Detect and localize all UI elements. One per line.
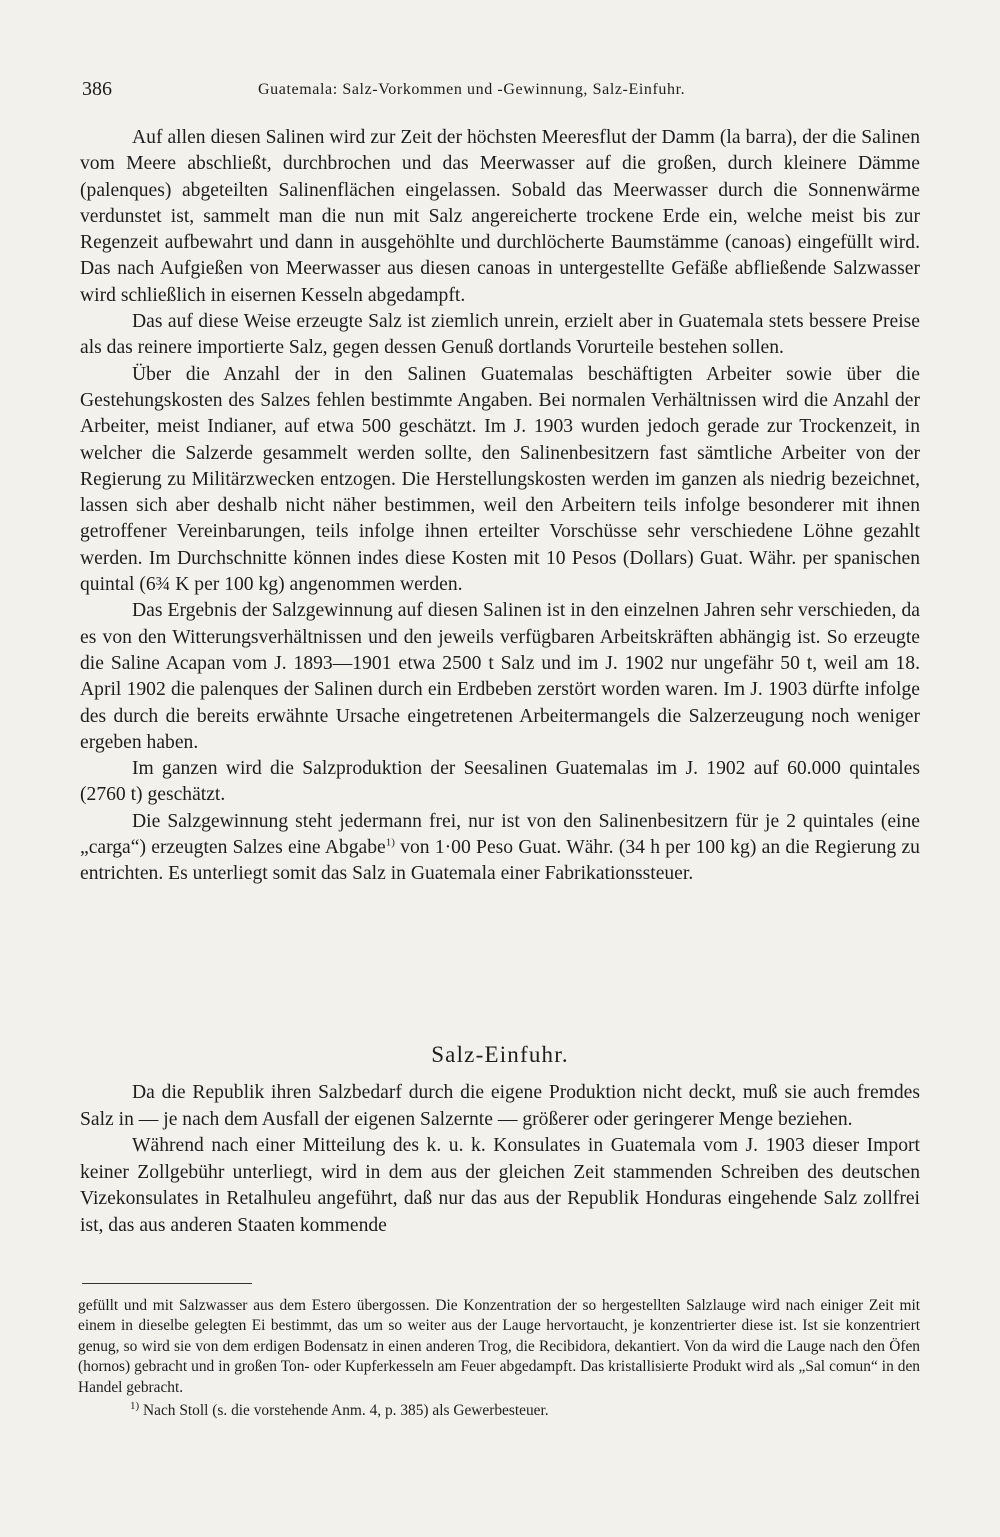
footnote-1-marker: 1) [130,1399,140,1412]
footnote-marker[interactable]: 1) [385,836,395,849]
footnote-continued: gefüllt und mit Salzwasser aus dem Estero übergossen. Die Konzentration der so hergestellten Salzlauge wird nach einiger Zeit mit einem in dieselbe gelegten Ei bestimmt, das um so weiter aus der Lauge hervortaucht, je konzentrierter diese ist. Ist sie konzentriert genug, so wird sie von dem erdigen Bodensatz in einen anderen Trog, die Recibidora, dekantiert. Von da wird die Lauge nach den Öfen (hornos) gebracht und in großen Ton- oder Kupferkesseln am Feuer abgedampft. Das kristallisierte Produkt wird als „Sal comun“ in den Handel gebracht. [78,1297,920,1396]
paragraph: Während nach einer Mitteilung des k. u. k. Konsulates in Guatemala vom J. 1903 dieser Import keiner Zollgebühr unterliegt, wird in dem aus der gleichen Zeit stammenden Schreiben des deutschen Vizekonsulates in Retalhuleu angeführt, daß nur das aus der Republik Honduras eingehende Salz zollfrei ist, das aus anderen Staaten kommende [80,1135,920,1236]
paragraph: Das auf diese Weise erzeugte Salz ist ziemlich unrein, erzielt aber in Guatemala stets bessere Preise als das reinere importierte Salz, gegen dessen Genuß dortlands Vorurteile bestehen sollen. [80,311,920,359]
section-heading: Salz-Einfuhr. [431,1042,569,1067]
paragraph: Das Ergebnis der Salzgewinnung auf diesen Salinen ist in den einzelnen Jahren sehr verschieden, da es von den Witterungsverhältnissen und den jeweils verfügbaren Arbeitskräften abhängig ist. So erzeugte die Saline Acapan vom J. 1893—1901 etwa 2500 t Salz und im J. 1902 nur ungefähr 50 t, weil am 18. April 1902 die palenques der Salinen durch ein Erdbeben zerstört worden waren. Im J. 1903 dürfte infolge des durch die bereits erwähnte Ursache eingetretenen Arbeitermangels die Salzerzeugung noch weniger ergeben haben. [80,600,920,753]
footnote-1 [78,1401,920,1421]
paragraph: Im ganzen wird die Salzproduktion der Seesalinen Guatemalas im J. 1902 auf 60.000 quintales (2760 t) geschätzt. [80,758,920,806]
footnote-divider [82,1283,252,1284]
main-text [80,125,920,888]
paragraph: Auf allen diesen Salinen wird zur Zeit der höchsten Meeresflut der Damm (la barra), der die Salinen vom Meere abschließt, durchbrochen und das Meerwasser auf die großen, durch kleinere Dämme (palenques) abgeteilten Salinenflächen eingelassen. Sobald das Meerwasser durch die Sonnenwärme verdunstet ist, sammelt man die nun mit Salz angereicherte trockene Erde ein, welche meist bis zur Regenzeit aufbewahrt und dann in ausgehöhlte und durchlöcherte Baumstämme (canoas) eingefüllt wird. Das nach Aufgießen von Meerwasser aus diesen canoas in untergestellte Gefäße abfließende Salzwasser wird schließlich in eisernen Kesseln abgedampft. [80,127,920,306]
paragraph: Da die Republik ihren Salzbedarf durch die eigene Produktion nicht deckt, muß sie auch fremdes Salz in — je nach dem Ausfall der eigenen Salzernte — größerer oder geringerer Menge beziehen. [80,1082,920,1130]
paragraph-tax-text: Die Salzgewinnung steht jedermann frei, nur ist von den Salinenbesitzern für je 2 quintales (eine „carga“) erzeugten Salzes eine Abgabe [80,810,920,859]
footnote-1-text: Nach Stoll (s. die vorstehende Anm. 4, p. 385) als Gewerbesteuer. [139,1402,549,1420]
paragraph: Über die Anzahl der in den Salinen Guatemalas beschäftigten Arbeiter sowie über die Gestehungskosten des Salzes fehlen bestimmte Angaben. Bei normalen Verhältnissen wird die Anzahl der Arbeiter, meist Indianer, auf etwa 500 geschätzt. Im J. 1903 wurden jedoch gerade zur Trockenzeit, in welcher die Salzerde gesammelt werden sollte, den Salinenbesitzern fast sämtliche Arbeiter von der Regierung zu Militärzwecken entzogen. Die Herstellungskosten werden im ganzen als niedrig bezeichnet, lassen sich aber deshalb nicht näher bestimmen, weil den Arbeitern teils infolge besonderer mit ihnen getroffener Vereinbarungen, teils infolge ihnen erteilter Vorschüsse sehr verschiedene Löhne gezahlt werden. Im Durchschnitte können indes diese Kosten mit 10 Pesos (Dollars) Guat. Währ. per spanischen quintal (6¾ K per 100 kg) angenommen werden. [80,363,920,596]
page-number: 386 [82,78,112,100]
footnotes [78,1296,920,1421]
paragraph-tax-text-end: von 1·00 Peso Guat. Währ. (34 h per 100 kg) an die Regierung zu entrichten. Es unterliegt somit das Salz in Guatemala einer Fabrikationssteuer. [80,837,920,885]
section-text [80,1080,920,1239]
running-head: Guatemala: Salz-Vorkommen und -Gewinnung, Salz-Einfuhr. [258,81,686,98]
page-header [82,78,922,102]
paragraph-tax [80,809,920,888]
